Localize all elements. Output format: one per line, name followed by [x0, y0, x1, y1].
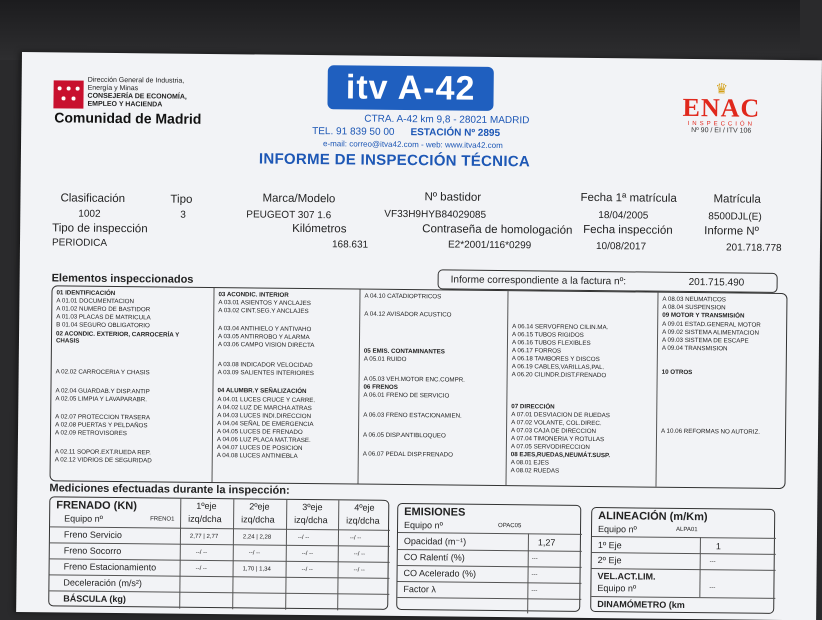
invoice-label: Informe correspondiente a la factura nº:	[450, 274, 627, 288]
tipo-value: 3	[180, 209, 186, 221]
bastidor-label: Nº bastidor	[424, 191, 482, 204]
marca-label: Marca/Modelo	[262, 192, 336, 206]
elements-column-2: 03 ACONDIC. INTERIOR A 03.01 ASIENTOS Y ANCLAJES A 03.02 CINT.SEG.Y ANCLAJES A 03.04 ANTIHIELO Y ANTIVAHO A 03.05 ANTIRROBO Y ALARMA A 03.06 CAMPO VISION DIRECTA A 03.08 INDICADOR VELOCIDAD A 03.09 SALIENTES INTERIORES 04 ALUMBR.Y SEÑALIZACIÓN A 04.01 LUCES CRUCE Y CARRE. A 04.02 LUZ DE MARCHA ATRAS A 04.03 LUCES INDI.DIRECCION A 04.04 SEÑAL DE EMERGENCIA A 04.05 LUCES DE FRENADO A 04.06 LUZ PLACA MAT.TRASE. A 04.07 LUCES DE POSICION A 04.08 LUCES ANTINIEBLA	[213, 288, 361, 484]
elements-column-4: A 06.14 SERVOFRENO CILIN.MA. A 06.15 TUBOS RIGIDOS A 06.16 TUBOS FLEXIBLES A 06.17 FORROS A 06.18 TAMBORES Y DISCOS A 06.19 CABLES,VARILLAS,PAL. A 06.20 CILINDR.DIST.FRENADO 07 DIRECCIÓN A 07.01 DESVIACION DE RUEDAS A 07.02 VOLANTE, COL.DIREC. A 07.03 CAJA DE DIRECCION A 07.04 TIMONERIA Y ROTULAS A 07.05 SERVODIRECCION 08 EJES,RUEDAS,NEUMÁT.SUSP. A 08.01 EJES A 08.02 RUEDAS	[506, 291, 658, 487]
clasificacion-label: Clasificación	[60, 192, 126, 206]
enac-logo: ♛ ENAC INSPECCIÓN Nº 90 / EI / ITV 106	[669, 81, 774, 135]
clasificacion-value: 1002	[78, 208, 101, 220]
homologacion-label: Contraseña de homologación	[422, 223, 573, 237]
braking-equipment: FRENO1	[150, 516, 175, 523]
bastidor-value: VF33H9HYB84029085	[384, 208, 487, 221]
station-contact: e-mail: correo@itva42.com - web: www.itva42.com	[323, 139, 503, 151]
inspection-report-sheet	[16, 52, 822, 620]
elements-column-1: 01 IDENTIFICACIÓN A 01.01 DOCUMENTACION A 01.02 NUMERO DE BASTIDOR A 01.03 PLACAS DE MATRICULA B 01.04 SEGURO OBLIGATORIO 02 ACONDIC. EXTERIOR, CARROCERÍA Y CHASIS A 02.02 CARROCERIA Y CHASIS A 02.04 GUARDAB.Y DISP.ANTIP A 02.05 LIMPIA Y LAVAPARABR. A 02.07 PROTECCION TRASERA A 02.08 PUERTAS Y PELDAÑOS A 02.09 RETROVISORES A 02.11 SOPOR.EXT.RUEDA REP. A 02.12 VIDRIOS DE SEGURIDAD	[51, 286, 215, 482]
elements-title: Elementos inspeccionados	[51, 272, 194, 286]
government-department: Dirección General de Industria, Energía y Minas CONSEJERÍA DE ECONOMÍA, EMPLEO Y HACIENDA	[87, 76, 187, 109]
fecha-inspeccion-value: 10/08/2017	[595, 241, 647, 253]
emissions-table: EMISIONES Equipo nº OPAC05 Opacidad (m⁻¹) 1,27 CO Ralentí (%) --- CO Acelerado (%) --- Factor λ ---	[396, 503, 581, 612]
elements-column-5: A 08.03 NEUMATICOS A 08.04 SUSPENSION 09 MOTOR Y TRANSMISIÓN A 09.01 ESTAD.GENERAL MOTOR A 09.02 SISTEMA ALIMENTACION A 09.03 SISTEMA DE ESCAPE A 09.04 TRANSMISION 10 OTROS A 10.06 REFORMAS NO AUTORIZ.	[661, 295, 761, 436]
kilometros-label: Kilómetros	[292, 222, 347, 236]
tipo-label: Tipo	[170, 193, 193, 206]
fecha-matricula-label: Fecha 1ª matrícula	[580, 191, 677, 205]
fecha-inspeccion-label: Fecha inspección	[583, 223, 673, 237]
informe-label: Informe Nº	[704, 225, 759, 238]
marca-value: PEUGEOT 307 1.6	[246, 209, 332, 222]
braking-equipment-label: Equipo nº	[64, 513, 103, 524]
station-address: CTRA. A-42 km 9,8 - 28021 MADRID	[364, 113, 530, 127]
itv-logo: itv A-42	[327, 65, 493, 111]
madrid-flag-logo	[53, 80, 83, 108]
informe-value: 201.718.778	[725, 242, 782, 254]
tipo-inspeccion-label: Tipo de inspección	[52, 222, 148, 236]
invoice-number: 201.715.490	[688, 276, 745, 289]
matricula-value: 8500DJL(E)	[708, 211, 762, 223]
elements-column-3: A 04.10 CATADIOPTRICOS A 04.12 AVISADOR ACUSTICO 05 EMIS. CONTAMINANTES A 05.01 RUIDO A 05.03 VEH.MOTOR ENC.COMPR. 06 FRENOS A 06.01 FRENO DE SERVICIO A 06.03 FRENO ESTACIONAMIEN. A 06.05 DISP.ANTIBLOQUEO A 06.07 PEDAL DISP.FRENADO	[358, 290, 508, 486]
kilometros-value: 168.631	[331, 239, 369, 251]
tipo-inspeccion-value: PERIODICA	[51, 237, 108, 249]
report-title: INFORME DE INSPECCIÓN TÉCNICA	[258, 150, 531, 171]
fecha-matricula-value: 18/04/2005	[598, 210, 649, 222]
homologacion-value: E2*2001/116*0299	[447, 239, 532, 252]
alignment-table: ALINEACIÓN (m/Km) Equipo nº ALPA01 1º Eje 1 2º Eje --- VEL.ACT.LIM. Equipo nº --- DINAMÓMETRO (km	[590, 507, 775, 614]
elements-grid	[50, 285, 788, 489]
measurements-title: Mediciones efectuadas durante la inspección:	[49, 482, 290, 497]
matricula-label: Matrícula	[713, 193, 761, 206]
braking-table: FRENADO (KN) Equipo nº FRENO1 1ºeje 2ºeje 3ºeje 4ºeje izq/dcha izq/dcha izq/dcha izq/dcha Freno Servicio 2,77 | 2,77 2,24 | 2,28 --/ -- --/ -- Freno Socorro --/ -- --/ -- --/ -- --/ -- Freno Estacionamiento --/ -- 1,70 | 1,34 --/ -- --/ -- Deceleración (m/s²) BÁSCULA (kg)	[48, 496, 389, 610]
crown-icon: ♛	[715, 80, 729, 97]
dark-background	[0, 0, 800, 60]
region-name: Comunidad de Madrid	[54, 109, 202, 127]
station-phone-line: TEL. 91 839 50 00 ESTACIÓN Nº 2895	[312, 126, 501, 140]
